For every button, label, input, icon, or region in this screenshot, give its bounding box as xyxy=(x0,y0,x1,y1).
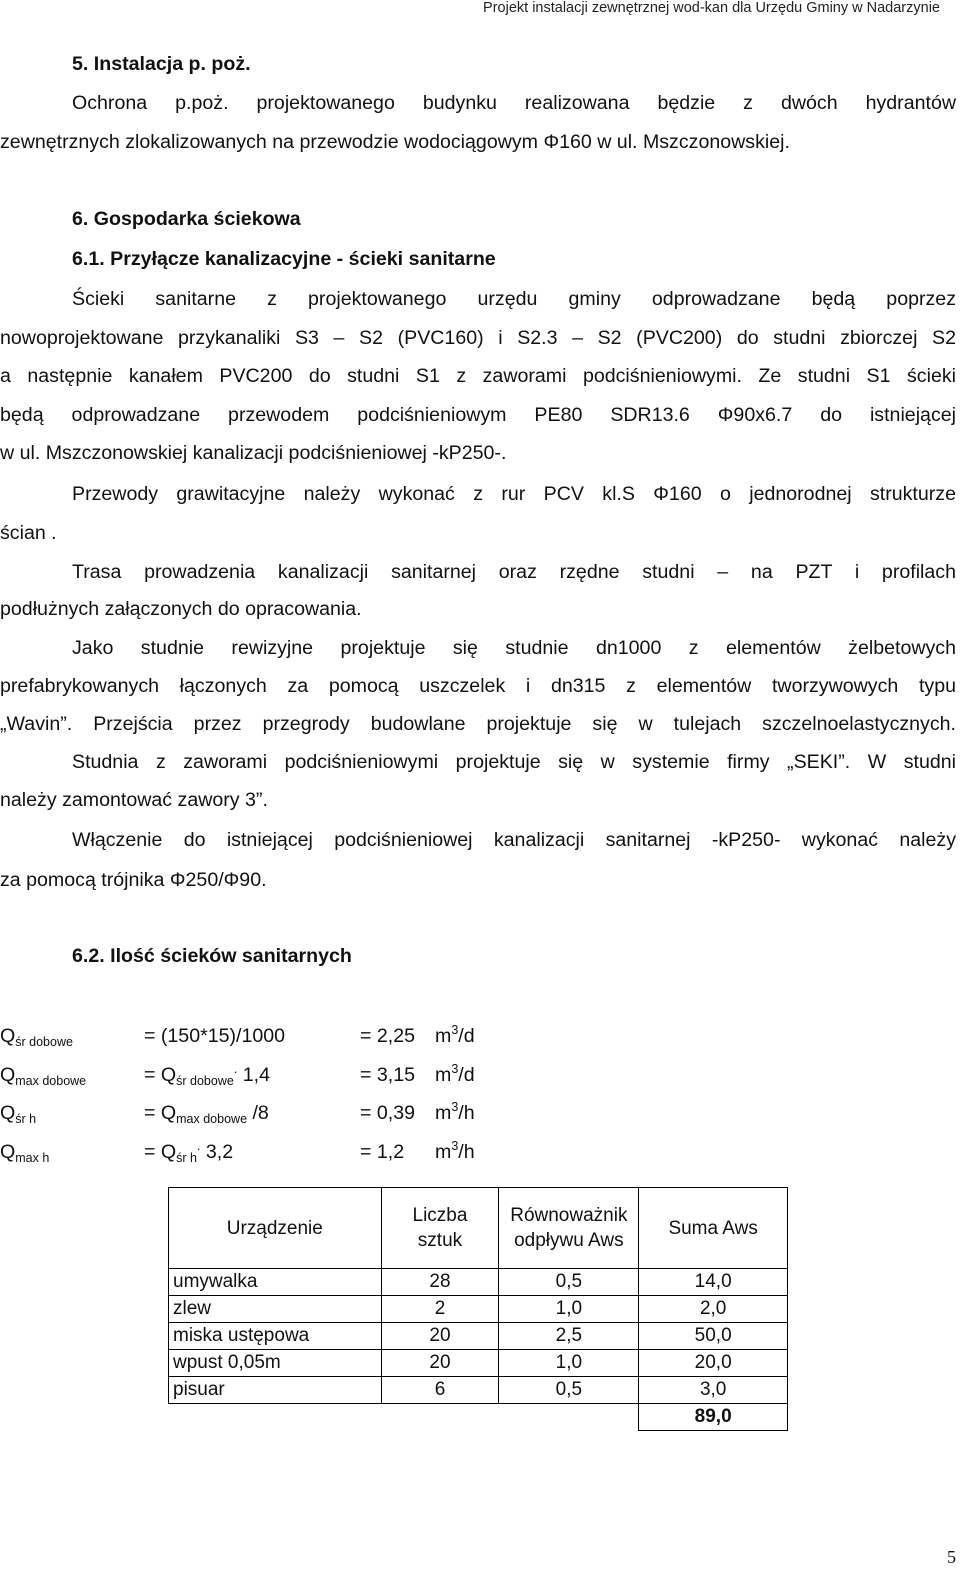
section-5-title: 5. Instalacja p. poż. xyxy=(72,53,251,75)
fixture-aws: 1,0 xyxy=(499,1350,639,1377)
fixture-count: 6 xyxy=(381,1377,499,1404)
fixture-count: 2 xyxy=(381,1296,499,1323)
table-row xyxy=(169,1350,788,1377)
body-line: „Wavin”. Przejścia przez przegrody budowlane projektuje się w tulejach szczelnoelastycznych. xyxy=(0,713,956,735)
fixture-sum: 3,0 xyxy=(639,1377,788,1404)
table-row xyxy=(169,1323,788,1350)
fixture-sum: 14,0 xyxy=(639,1269,788,1296)
column-header: Urządzenie xyxy=(169,1188,382,1269)
section-6-1-title: 6.1. Przyłącze kanalizacyjne - ścieki sanitarne xyxy=(72,248,496,270)
body-line: za pomocą trójnika Φ250/Φ90. xyxy=(0,869,267,891)
fixture-name: zlew xyxy=(169,1296,382,1323)
fixture-name: wpust 0,05m xyxy=(169,1350,382,1377)
empty-cell xyxy=(381,1404,499,1431)
calc-expression: = $Q_{śr dobowe}^.$ 1,4 xyxy=(144,1062,270,1088)
column-header: Liczba sztuk xyxy=(381,1188,499,1269)
section-6-title: 6. Gospodarka ściekowa xyxy=(72,208,301,230)
fixture-aws: 0,5 xyxy=(499,1377,639,1404)
fixture-aws: 2,5 xyxy=(499,1323,639,1350)
body-line: a następnie kanałem PVC200 do studni S1 z zaworami podciśnieniowymi. Ze studni S1 ścieki xyxy=(0,365,956,387)
body-line: Trasa prowadzenia kanalizacji sanitarnej oraz rzędne studni – na PZT i profilach xyxy=(72,561,956,583)
table-row xyxy=(169,1269,788,1296)
section-6-2-title: 6.2. Ilość ścieków sanitarnych xyxy=(72,945,352,967)
column-header: Równoważnik odpływu Aws xyxy=(499,1188,639,1269)
body-line: będą odprowadzane przewodem podciśnieniowym PE80 SDR13.6 Φ90x6.7 do istniejącej xyxy=(0,404,956,426)
body-line: Jako studnie rewizyjne projektuje się studnie dn1000 z elementów żelbetowych xyxy=(72,637,956,659)
calc-symbol: $Q_{max dobowe}$ xyxy=(0,1064,87,1088)
body-line: należy zamontować zawory 3”. xyxy=(0,789,268,811)
calc-unit: $m^3/d$ xyxy=(435,1062,475,1086)
fixture-sum: 20,0 xyxy=(639,1350,788,1377)
fixture-aws: 0,5 xyxy=(499,1269,639,1296)
body-line: nowoprojektowane przykanaliki S3 – S2 (PVC160) i S2.3 – S2 (PVC200) do studni zbiorczej S2 xyxy=(0,327,956,349)
fixture-name: miska ustępowa xyxy=(169,1323,382,1350)
calc-unit: $m^3/h$ xyxy=(435,1139,475,1163)
body-line: Ścieki sanitarne z projektowanego urzędu gminy odprowadzane będą poprzez xyxy=(72,288,956,310)
calc-symbol: $Q_{max h}$ xyxy=(0,1141,50,1165)
body-line: Włączenie do istniejącej podciśnieniowej kanalizacji sanitarnej -kP250- wykonać należy xyxy=(72,829,956,851)
calc-result: = 0,39 xyxy=(360,1102,416,1124)
calc-symbol: $Q_{śr dobowe}$ xyxy=(0,1025,73,1049)
table-header-row xyxy=(169,1188,788,1269)
page-number: 5 xyxy=(947,1547,956,1567)
fixture-aws: 1,0 xyxy=(499,1296,639,1323)
calc-expression: = $Q_{śr h}^.$ 3,2 xyxy=(144,1139,234,1165)
fixture-name: umywalka xyxy=(169,1269,382,1296)
running-header: Projekt instalacji zewnętrznej wod-kan dla Urzędu Gminy w Nadarzynie xyxy=(483,0,940,16)
total-sum: 89,0 xyxy=(639,1404,788,1431)
calc-expression: = $Q_{max dobowe}$ /8 xyxy=(144,1102,269,1126)
fixture-count: 20 xyxy=(381,1350,499,1377)
body-line: zewnętrznych zlokalizowanych na przewodzie wodociągowym Φ160 w ul. Mszczonowskiej. xyxy=(0,131,790,153)
calc-unit: $m^3/h$ xyxy=(435,1100,475,1124)
fixture-name: pisuar xyxy=(169,1377,382,1404)
column-header: Suma Aws xyxy=(639,1188,788,1269)
table-total-row xyxy=(169,1404,788,1431)
body-line: Ochrona p.poż. projektowanego budynku realizowana będzie z dwóch hydrantów xyxy=(72,92,956,114)
body-line: podłużnych załączonych do opracowania. xyxy=(0,598,362,620)
calc-result: = 2,25 xyxy=(360,1025,416,1047)
fixture-count: 28 xyxy=(381,1269,499,1296)
body-line: Przewody grawitacyjne należy wykonać z rur PCV kl.S Φ160 o jednorodnej strukturze xyxy=(72,483,956,505)
calc-symbol: $Q_{śr h}$ xyxy=(0,1102,37,1126)
calc-result: = 3,15 xyxy=(360,1064,416,1086)
body-line: Studnia z zaworami podciśnieniowymi projektuje się w systemie firmy „SEKI”. W studni xyxy=(72,751,956,773)
calc-result: = 1,2 xyxy=(360,1141,405,1163)
fixture-sum: 50,0 xyxy=(639,1323,788,1350)
empty-cell xyxy=(499,1404,639,1431)
calc-unit: $m^3/d$ xyxy=(435,1023,475,1047)
table-row xyxy=(169,1296,788,1323)
fixture-sum: 2,0 xyxy=(639,1296,788,1323)
body-line: w ul. Mszczonowskiej kanalizacji podciśnieniowej -kP250-. xyxy=(0,442,507,464)
fixture-count: 20 xyxy=(381,1323,499,1350)
body-line: prefabrykowanych łączonych za pomocą uszczelek i dn315 z elementów tworzywowych typu xyxy=(0,675,956,697)
calc-expression: = (150*15)/1000 xyxy=(144,1025,286,1047)
fixtures-table xyxy=(168,1187,788,1431)
table-row xyxy=(169,1377,788,1404)
empty-cell xyxy=(169,1404,382,1431)
body-line: ścian . xyxy=(0,522,57,544)
